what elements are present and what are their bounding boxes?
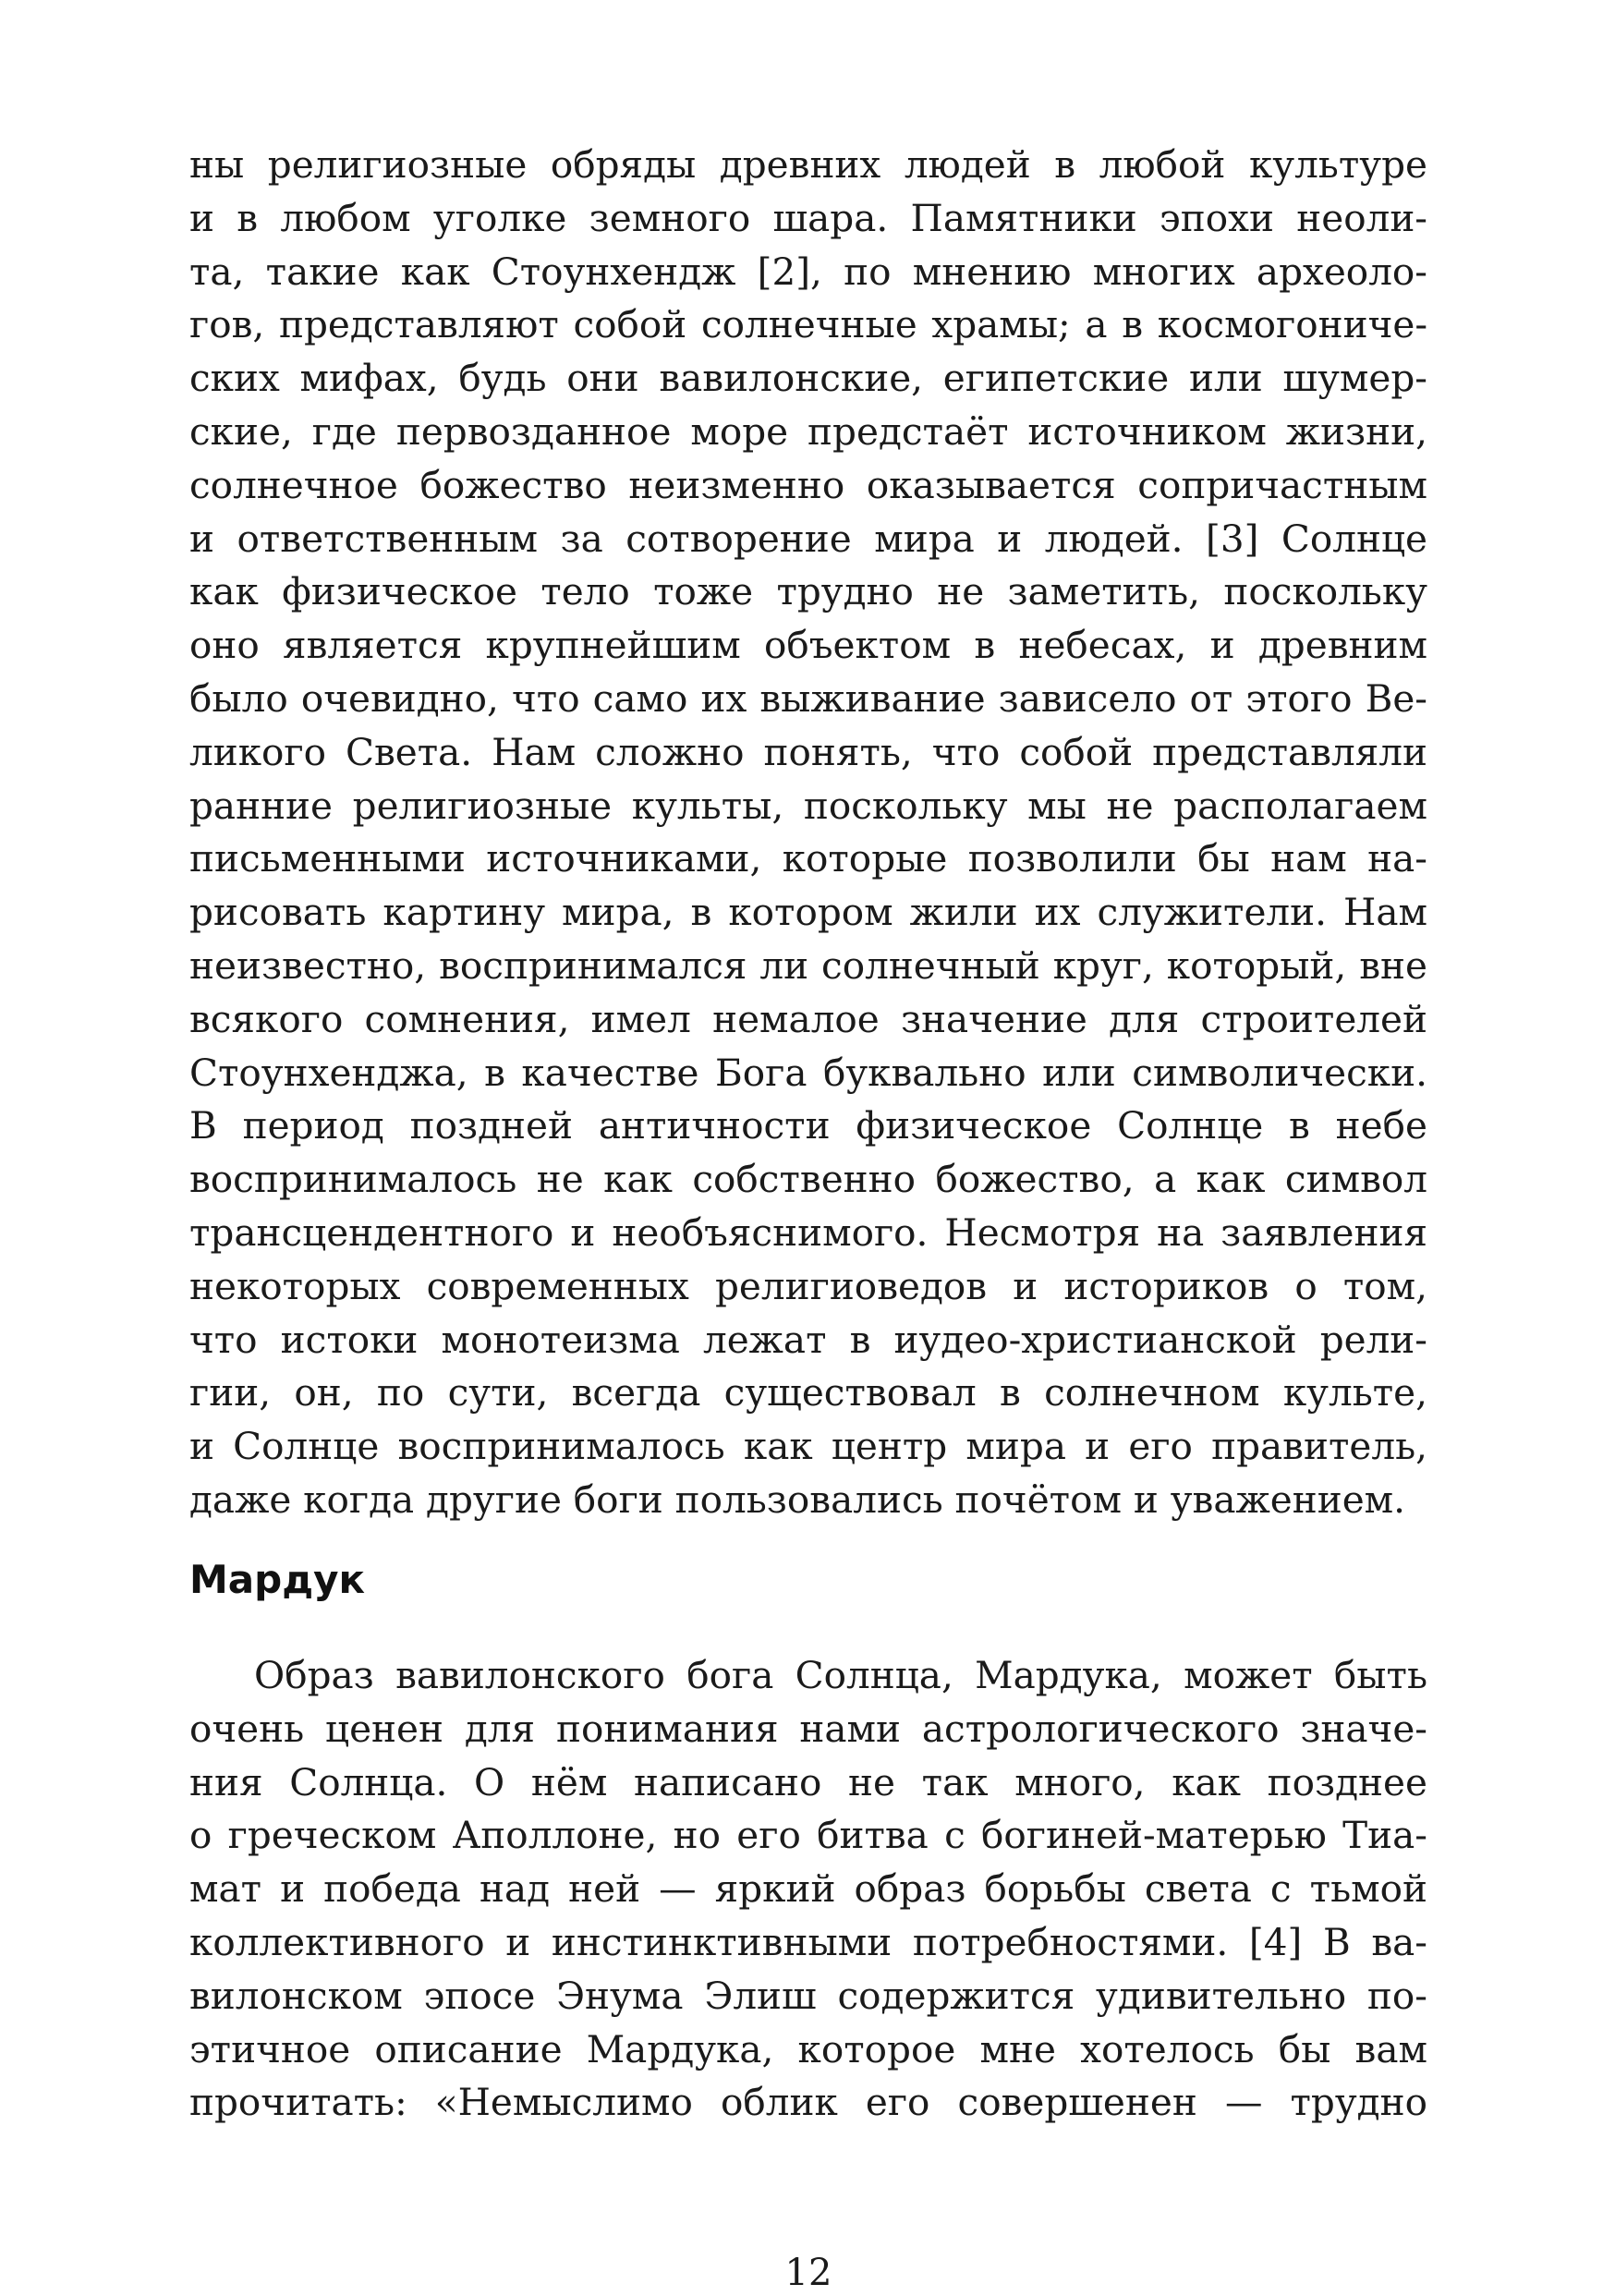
text-line: мат и победа над ней — яркий образ борьбы света с тьмой <box>189 1866 1427 1912</box>
text-line: та, такие как Стоунхендж [2], по мнению многих археоло- <box>189 249 1427 294</box>
text-line: рисовать картину мира, в котором жили их служители. Нам <box>189 890 1427 935</box>
text-line: некоторых современных религиоведов и историков о том, <box>189 1263 1427 1308</box>
page-number: 12 <box>784 2252 832 2294</box>
text-line: всякого сомнения, имел немалое значение для строителей <box>189 996 1427 1041</box>
text-line: Стоунхенджа, в качестве Бога буквально или символически. <box>189 1050 1427 1095</box>
text-line: этичное описание Мардука, которое мне хотелось бы вам <box>189 2026 1427 2071</box>
text-line: прочитать: «Немыслимо облик его совершенен — трудно <box>189 2080 1427 2125</box>
text-line: ликого Света. Нам сложно понять, что собой представляли <box>189 729 1427 774</box>
text-line: и в любом уголке земного шара. Памятники эпохи неоли- <box>189 195 1427 240</box>
text-line: В период поздней античности физическое Солнце в небе <box>189 1103 1427 1148</box>
text-line: ны религиозные обряды древних людей в любой культуре <box>189 142 1427 187</box>
paragraph-marduk <box>189 1649 1427 2130</box>
text-line: гов, представляют собой солнечные храмы; а в космогониче- <box>189 302 1427 347</box>
paragraph-sun-religion <box>189 139 1427 1527</box>
text-line: солнечное божество неизменно оказывается сопричастным <box>189 462 1427 507</box>
text-line: воспринималось не как собственно божество, а как символ <box>189 1157 1427 1202</box>
text-line: неизвестно, воспринимался ли солнечный круг, который, вне <box>189 942 1427 988</box>
text-line: о греческом Аполлоне, но его битва с богиней-матерью Тиа- <box>189 1813 1427 1858</box>
text-line: ния Солнца. О нём написано не так много, как позднее <box>189 1759 1427 1804</box>
book-page <box>189 139 1427 2294</box>
text-line: ских мифах, будь они вавилонские, египетские или шумер- <box>189 356 1427 401</box>
text-line: вилонском эпосе Энума Элиш содержится удивительно по- <box>189 1973 1427 2018</box>
text-line: письменными источниками, которые позволили бы нам на- <box>189 836 1427 881</box>
text-line: даже когда другие боги пользовались почётом и уважением. <box>189 1476 1406 1522</box>
text-line: коллективного и инстинктивными потребностями. [4] В ва- <box>189 1919 1427 1964</box>
text-line: что истоки монотеизма лежат в иудео-христианской рели- <box>189 1317 1427 1362</box>
section-heading-marduk: Мардук <box>189 1557 366 1602</box>
text-line: Образ вавилонского бога Солнца, Мардука, может быть <box>254 1653 1427 1697</box>
text-line: оно является крупнейшим объектом в небесах, и древним <box>189 623 1427 668</box>
text-line: очень ценен для понимания нами астрологического значе- <box>189 1706 1427 1751</box>
text-line: и ответственным за сотворение мира и людей. [3] Солнце <box>189 516 1427 561</box>
text-line: гии, он, по сути, всегда существовал в солнечном культе, <box>189 1370 1427 1415</box>
text-line: ские, где первозданное море предстаёт источником жизни, <box>189 408 1427 454</box>
text-line: ранние религиозные культы, поскольку мы не располагаем <box>189 783 1427 828</box>
text-line: было очевидно, что само их выживание зависело от этого Ве- <box>189 675 1427 721</box>
text-line: трансцендентного и необъяснимого. Несмотря на заявления <box>189 1209 1427 1255</box>
text-line: как физическое тело тоже трудно не заметить, поскольку <box>189 569 1427 614</box>
text-line: и Солнце воспринималось как центр мира и его правитель, <box>189 1424 1427 1469</box>
